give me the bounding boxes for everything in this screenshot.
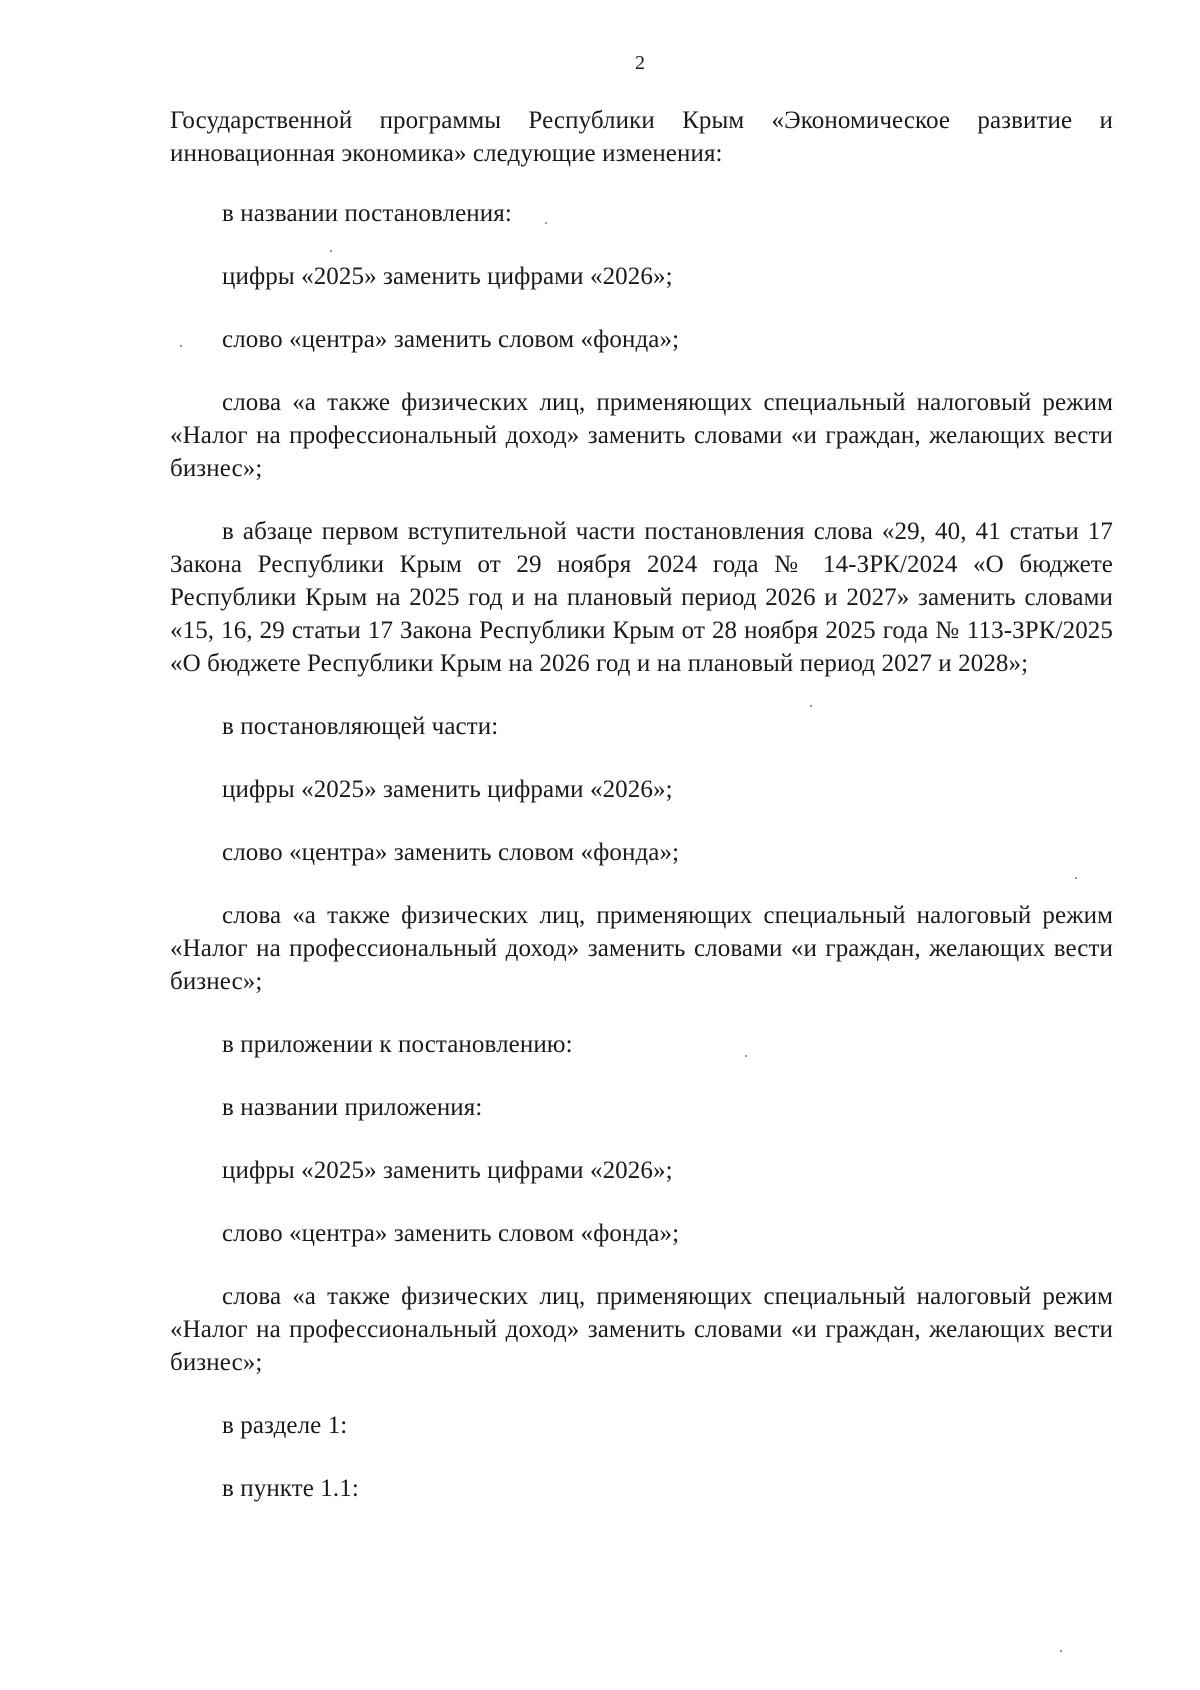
paragraph-digits-change: цифры «2025» заменить цифрами «2026»; <box>222 263 673 290</box>
scan-speck <box>180 345 182 347</box>
paragraph-words-change: слова «а также физических лиц, применяющих специальный налоговый режим «Налог на профессиональный доход» заменить словами «и граждан, желающих вести бизнес»; <box>170 389 1113 482</box>
paragraph-appendix-title: в названии приложения: <box>222 1094 483 1121</box>
paragraph-word-change: слово «центра» заменить словом «фонда»; <box>222 1220 680 1247</box>
document-body <box>170 104 1113 1505</box>
paragraph-intro: Государственной программы Республики Крым «Экономическое развитие и инновационная экономика» следующие изменения: <box>170 107 1113 167</box>
paragraph-operative-part: в постановляющей части: <box>222 713 499 740</box>
scan-speck <box>1075 877 1077 879</box>
paragraph-digits-change: цифры «2025» заменить цифрами «2026»; <box>222 1157 673 1184</box>
paragraph-digits-change: цифры «2025» заменить цифрами «2026»; <box>222 776 673 803</box>
paragraph-title-change: в названии постановления: <box>222 200 512 227</box>
scan-speck <box>545 222 547 224</box>
scan-speck <box>810 705 812 707</box>
paragraph-word-change: слово «центра» заменить словом «фонда»; <box>222 839 680 866</box>
scan-speck <box>745 1055 747 1057</box>
paragraph-preamble-change: в абзаце первом вступительной части постановления слова «29, 40, 41 статьи 17 Закона Республики Крым от 29 ноября 2024 года № 14-ЗРК/2024 «О бюджете Республики Крым на 2025 год и на плановый период 2026 и 2027» заменить словами «15, 16, 29 статьи 17 Закона Республики Крым от 28 ноября 2025 года № 113-ЗРК/2025 «О бюджете Республики Крым на 2026 год и на плановый период 2027 и 2028»; <box>170 518 1113 677</box>
paragraph-word-change: слово «центра» заменить словом «фонда»; <box>222 326 680 353</box>
paragraph-appendix: в приложении к постановлению: <box>222 1031 573 1058</box>
paragraph-item-1-1: в пункте 1.1: <box>222 1475 359 1502</box>
paragraph-section-1: в разделе 1: <box>222 1412 348 1439</box>
scan-speck <box>1060 1650 1062 1652</box>
scan-speck <box>330 250 332 252</box>
page-number: 2 <box>635 52 645 74</box>
paragraph-words-change: слова «а также физических лиц, применяющих специальный налоговый режим «Налог на профессиональный доход» заменить словами «и граждан, желающих вести бизнес»; <box>170 1283 1113 1376</box>
paragraph-words-change: слова «а также физических лиц, применяющих специальный налоговый режим «Налог на профессиональный доход» заменить словами «и граждан, желающих вести бизнес»; <box>170 902 1113 995</box>
